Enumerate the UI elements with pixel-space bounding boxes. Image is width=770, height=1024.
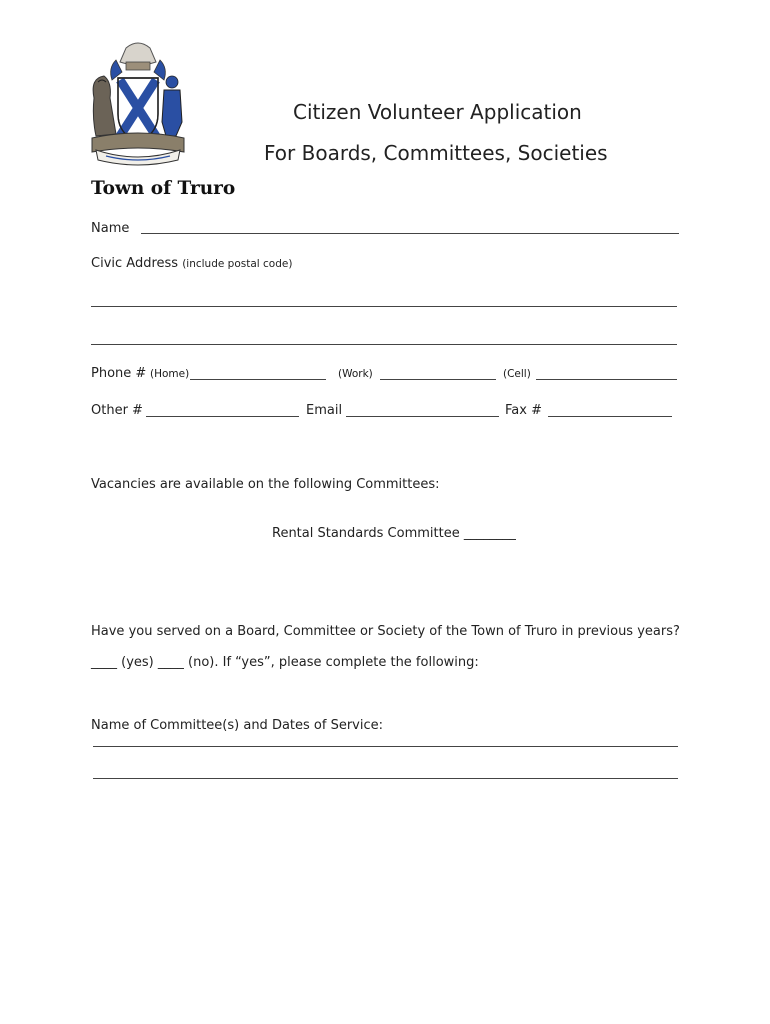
home-phone-field[interactable] xyxy=(190,379,326,380)
work-label: (Work) xyxy=(338,368,373,380)
other-phone-field[interactable] xyxy=(146,416,299,417)
committees-dates-label: Name of Committee(s) and Dates of Service: xyxy=(91,718,384,733)
cell-phone-field[interactable] xyxy=(536,379,677,380)
name-field[interactable] xyxy=(141,233,679,234)
cell-label: (Cell) xyxy=(503,368,531,380)
vacancies-intro: Vacancies are available on the following Committees: xyxy=(91,477,440,492)
committees-line-1[interactable] xyxy=(93,746,678,747)
rental-standards-committee[interactable]: Rental Standards Committee ________ xyxy=(272,526,516,541)
committees-line-2[interactable] xyxy=(93,778,678,779)
civic-address-label-text: Civic Address xyxy=(91,256,179,271)
other-label: Other # xyxy=(91,403,143,418)
home-label: (Home) xyxy=(150,368,190,380)
previous-service-question: Have you served on a Board, Committee or Society of the Town of Truro in previous years? xyxy=(91,624,680,639)
email-label: Email xyxy=(306,403,343,418)
yes-no-answer-line[interactable]: ____ (yes) ____ (no). If “yes”, please complete the following: xyxy=(91,655,479,670)
email-field[interactable] xyxy=(346,416,499,417)
work-phone-field[interactable] xyxy=(380,379,496,380)
fax-label: Fax # xyxy=(505,403,542,418)
address-line-1[interactable] xyxy=(91,306,677,307)
form-subtitle: For Boards, Committees, Societies xyxy=(264,141,608,165)
phone-label: Phone # xyxy=(91,366,147,381)
form-title: Citizen Volunteer Application xyxy=(293,100,582,124)
address-line-2[interactable] xyxy=(91,344,677,345)
civic-address-hint: (include postal code) xyxy=(182,258,293,270)
civic-address-label xyxy=(91,256,292,271)
town-name: Town of Truro xyxy=(91,178,236,199)
fax-field[interactable] xyxy=(548,416,672,417)
town-crest-logo xyxy=(86,38,190,168)
name-label: Name xyxy=(91,221,130,236)
